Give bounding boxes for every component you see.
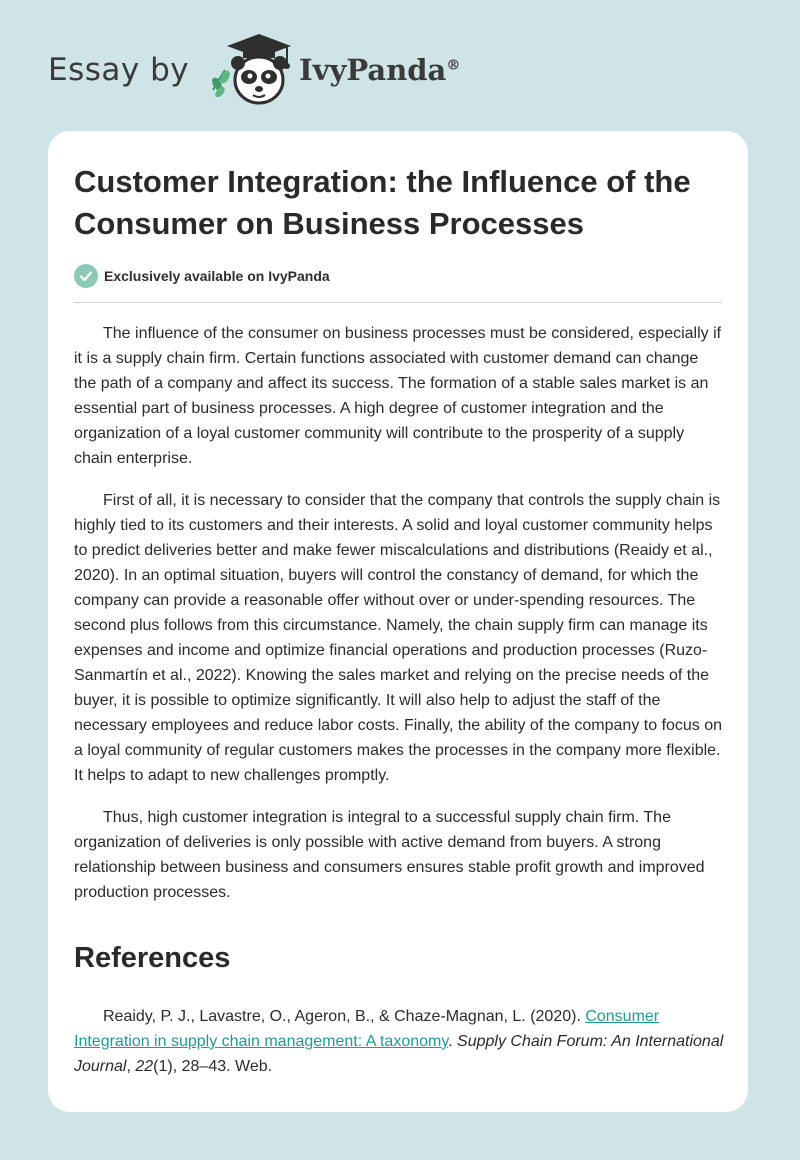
page-title: Customer Integration: the Influence of the Consumer on Business Processes [74, 164, 691, 241]
reference-separator: . [448, 1033, 458, 1050]
panda-graduate-icon[interactable] [203, 30, 295, 110]
reference-volume: 22 [135, 1058, 154, 1075]
reference-entry [74, 1004, 724, 1079]
reference-pages: (1), 28–43. Web. [153, 1058, 273, 1075]
brand-name[interactable]: IvyPanda® [299, 53, 461, 87]
exclusive-badge [74, 264, 330, 288]
reference-comma: , [126, 1058, 136, 1075]
references-heading: References [74, 942, 231, 974]
reference-link[interactable]: Consumer Integration in supply chain management: A taxonomy [74, 1008, 660, 1050]
reference-journal: Supply Chain Forum: An International Journal [74, 1033, 724, 1075]
essay-by-label: Essay by [48, 52, 190, 88]
site-header [48, 30, 548, 110]
reference-authors: Reaidy, P. J., Lavastre, O., Ageron, B., & Chaze-Magnan, L. (2020). [103, 1008, 586, 1025]
paragraph: First of all, it is necessary to consider that the company that controls the supply chain is highly tied to its customers and their interests. A solid and loyal customer community helps to predict deliveries better and make fewer miscalculations and distributions (Reaidy et al., 2020). In an optimal situation, buyers will control the constancy of demand, for which the company can provide a reasonable offer without over or under-spending resources. The second plus follows from this circumstance. Namely, the chain supply firm can manage its expenses and income and optimize financial operations and production processes (Ruzo-Sanmartín et al., 2022). Knowing the sales market and relying on the precise needs of the buyer, it is possible to optimize significantly. It will also help to adjust the staff of the necessary employees and reduce labor costs. Finally, the ability of the company to focus on a loyal community of regular customers makes the processes in the company more flexible. It helps to adapt to new challenges promptly. [74, 492, 723, 784]
essay-card [48, 131, 748, 1112]
badge-label: Exclusively available on IvyPanda [104, 268, 330, 284]
paragraph: The influence of the consumer on business processes must be considered, especially if it is a supply chain firm. Certain functions associated with customer demand can change the path of a company and affect its success. The formation of a stable sales market is an essential part of business processes. A high degree of customer integration and the organization of a loyal customer community will contribute to the prosperity of a supply chain enterprise. [74, 325, 722, 467]
check-circle-icon [74, 264, 98, 288]
divider [74, 302, 722, 303]
paragraph: Thus, high customer integration is integral to a successful supply chain firm. The organization of deliveries is only possible with active demand from buyers. A strong relationship between business and consumers ensures stable profit growth and improved production processes. [74, 809, 705, 901]
essay-body [74, 321, 724, 922]
